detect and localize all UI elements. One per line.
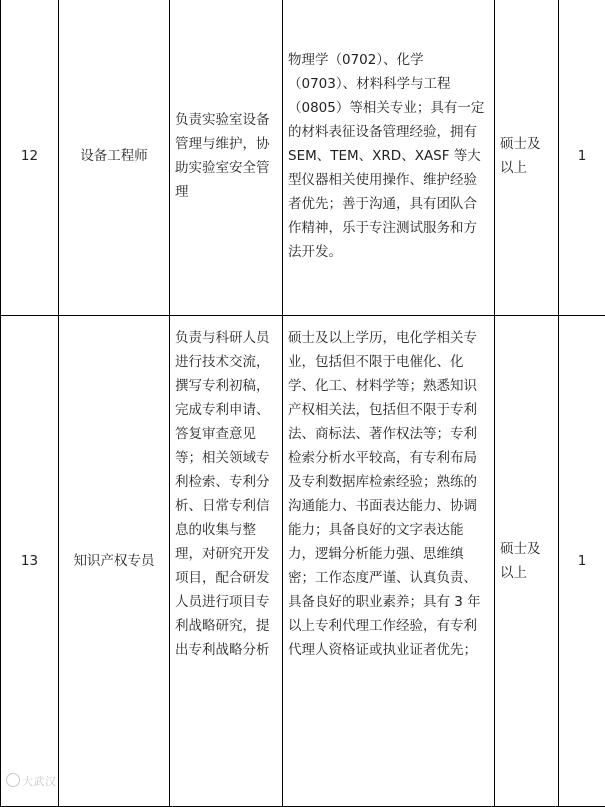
headcount-cell: 1 xyxy=(559,316,605,807)
watermark xyxy=(6,773,57,789)
headcount-cell: 1 xyxy=(559,0,605,316)
education-cell: 硕士及 以上 xyxy=(495,316,559,807)
watermark-logo-icon xyxy=(6,773,20,787)
duties-cell: 负责与科研人员 进行技术交流， 撰写专利初稿， 完成专利申请、 答复审查意见 等；相关领域专 利检索、专利分 析、日常专利信 息的收集与整 理，对研究开发 项目，配合研发 人员进行项目专 利战略研究，提 出专利战略分析 xyxy=(170,316,283,807)
duties-cell: 负责实验室设备 管理与维护，协 助实验室安全管 理 xyxy=(170,0,283,316)
education-cell: 硕士及 以上 xyxy=(495,0,559,316)
requirements-cell: 物理学（0702）、化学 （0703）、材料科学与工程 （0805）等相关专业；具有一定 的材料表征设备管理经验，拥有 SEM、TEM、XRD、XASF 等大 型仪器相关使用操作、维护经验 者优先；善于沟通，具有团队合 作精神，乐于专注测试服务和方 法开发。 xyxy=(283,0,495,316)
watermark-text: 大武汉 xyxy=(22,775,57,788)
table-row xyxy=(1,0,605,316)
position-cell: 设备工程师 xyxy=(59,0,170,316)
row-number-cell: 12 xyxy=(1,0,59,316)
requirements-cell: 硕士及以上学历，电化学相关专 业，包括但不限于电催化、化 学、化工、材料学等；熟悉知识 产权相关法，包括但不限于专利 法、商标法、著作权法等；专利 检索分析水平较高，有专利布局 及专利数据库检索经验；熟练的 沟通能力、书面表达能力、协调 能力；具备良好的文字表达能 力，逻辑分析能力强、思维缜 密；工作态度严谨、认真负责、 具备良好的职业素养；具有 3 年 以上专利代理工作经验，有专利 代理人资格证或执业证者优先； xyxy=(283,316,495,807)
table-row xyxy=(1,316,605,807)
position-cell: 知识产权专员 xyxy=(59,316,170,807)
row-number-cell: 13 xyxy=(1,316,59,807)
